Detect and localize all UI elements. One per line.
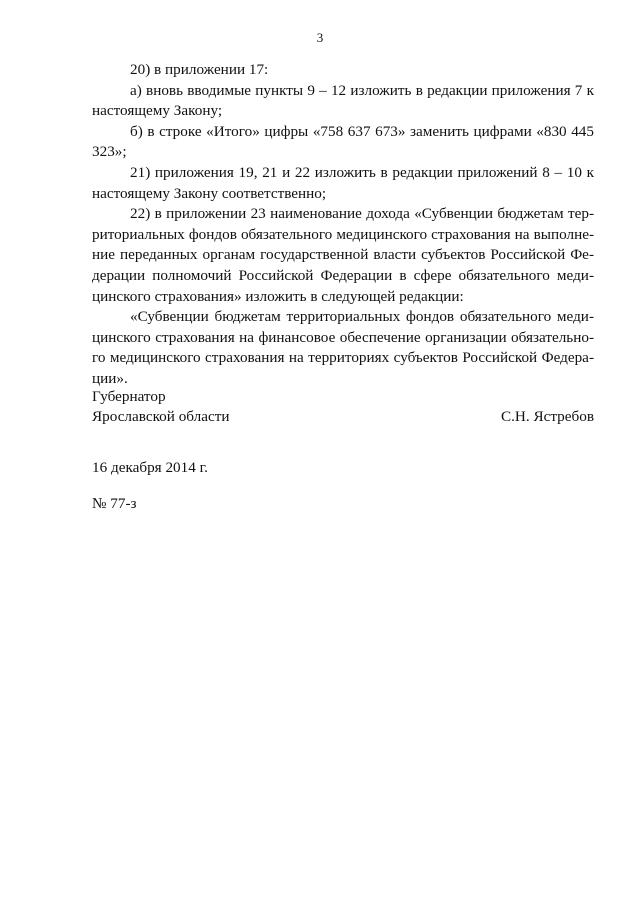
paragraph-item-21: 21) приложения 19, 21 и 22 изложить в редакции приложений 8 – 10 к настоящему Закону соответственно;: [92, 163, 594, 202]
paragraph-subitem-b: б) в строке «Итого» цифры «758 637 673» заменить цифрами «830 445 323»;: [92, 122, 594, 161]
paragraph-item-22: 22) в приложении 23 наименование дохода «Субвенции бюджетам территориальных фондов обязательного медицинского страхования на выполнение переданных органам государственной власти субъектов Российской Федерации полномочий Российской Федерации в сфере обязательного медицинского страхования» изложить в следующей редакции:: [92, 205, 594, 305]
document-body: [92, 60, 594, 390]
paragraph-quoted-name: «Субвенции бюджетам территориальных фондов обязательного медицинского страхования на финансовое обеспечение организации обязательного медицинского страхования на территориях субъектов Российской Федерации».: [92, 308, 594, 387]
paragraph-subitem-a: а) вновь вводимые пункты 9 – 12 изложить в редакции приложения 7 к настоящему Закону;: [92, 81, 594, 120]
signatory-title-line2: Ярославской области: [92, 408, 230, 425]
signatory-title-line1: Губернатор: [92, 388, 166, 405]
paragraph-item-20: 20) в приложении 17:: [130, 61, 269, 78]
law-number: № 77-з: [92, 495, 137, 512]
signatory-name: С.Н. Ястребов: [500, 408, 594, 425]
page-number: 3: [316, 30, 324, 45]
signing-date: 16 декабря 2014 г.: [92, 459, 208, 476]
